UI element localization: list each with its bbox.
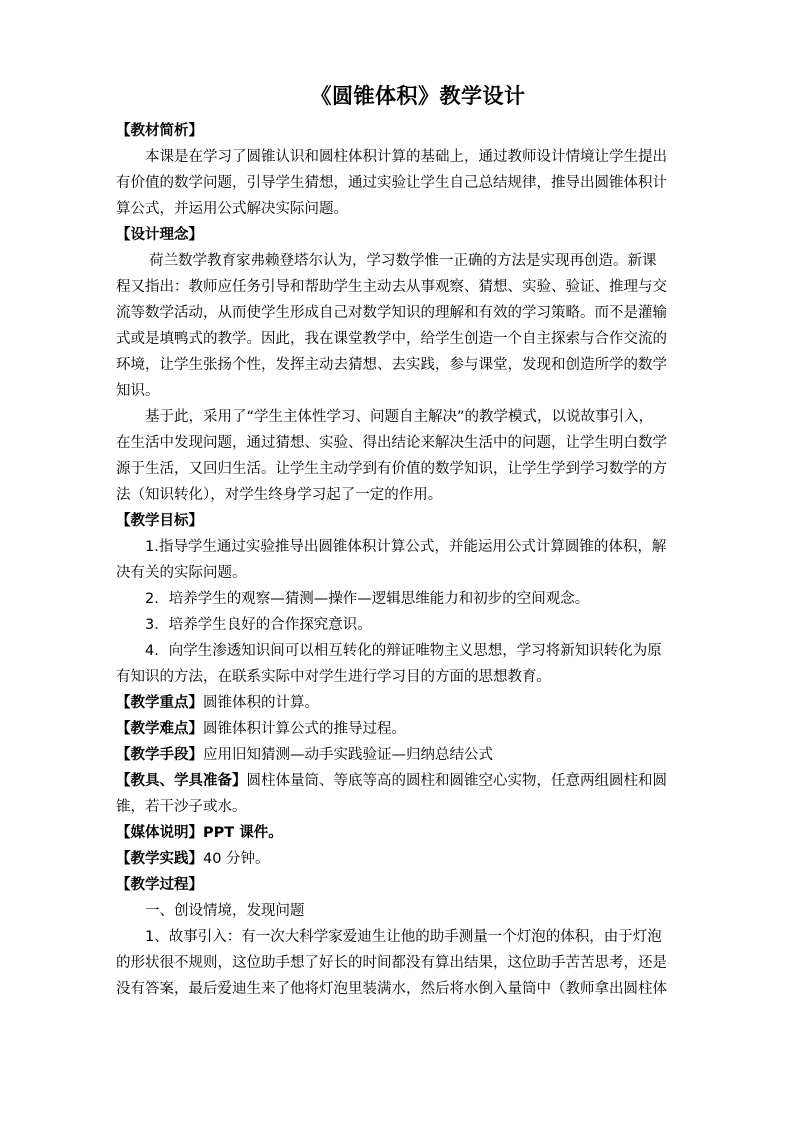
document-page	[116, 76, 720, 1002]
paragraph-line: 本课是在学习了圆锥认识和圆柱体积计算的基础上，通过教师设计情境让学生提出	[145, 149, 667, 165]
practice-text: 40 分钟。	[203, 851, 270, 867]
paragraph-line: 基于此，采用了“学生主体性学习、问题自主解决”的教学模式，以说故事引入，	[145, 409, 654, 425]
paragraph-line: 2．培养学生的观察—猜测—操作—逻辑思维能力和初步的空间观念。	[145, 591, 590, 607]
paragraph-line: 在生活中发现问题，通过猜想、实验、得出结论来解决生活中的问题，让学生明白数学	[116, 435, 667, 451]
difficulty-text: 圆锥体积计算公式的推导过程。	[203, 721, 406, 737]
paragraph-line: 没有答案，最后爱迪生来了他将灯泡里装满水，然后将水倒入量筒中（教师拿出圆柱体	[116, 981, 667, 997]
practice-row	[116, 846, 720, 872]
paragraph-line: 算公式，并运用公式解决实际问题。	[116, 201, 348, 217]
paragraph-line: 知识。	[116, 383, 160, 399]
section-heading-difficulty: 【教学难点】	[116, 721, 203, 737]
means-row	[116, 742, 720, 768]
section-heading-tools: 【教具、学具准备】	[116, 773, 247, 789]
section-heading-process: 【教学过程】	[116, 877, 203, 893]
section-heading-practice: 【教学实践】	[116, 851, 203, 867]
paragraph-line: 的形状很不规则，这位助手想了好长的时间都没有算出结果，这位助手苦苦思考，还是	[116, 955, 667, 971]
paragraph-line: 1、故事引入：有一次大科学家爱迪生让他的助手测量一个灯泡的体积，由于灯泡	[145, 929, 662, 945]
paragraph-line: 有价值的数学问题，引导学生猜想，通过实验让学生自己总结规律，推导出圆锥体积计	[116, 175, 667, 191]
paragraph-line: 程又指出：教师应任务引导和帮助学生主动去从事观察、猜想、实验、验证、推理与交	[116, 279, 667, 295]
section-heading-concept: 【设计理念】	[116, 227, 203, 243]
tools-row	[116, 768, 720, 794]
paragraph-line: 锥，若干沙子或水。	[116, 799, 247, 815]
section-heading-key-point: 【教学重点】	[116, 695, 203, 711]
paragraph-line: 1.指导学生通过实验推导出圆锥体积计算公式，并能运用公式计算圆锥的体积，解	[145, 539, 667, 555]
paragraph-line: 流等数学活动，从而使学生形成自己对数学知识的理解和有效的学习策略。而不是灌输	[116, 305, 667, 321]
section-heading-media: 【媒体说明】	[116, 825, 203, 841]
media-text: PPT 课件。	[203, 825, 283, 841]
paragraph-line: 4．向学生渗透知识间可以相互转化的辩证唯物主义思想，学习将新知识转化为原	[145, 643, 662, 659]
paragraph-line: 荷兰数学教育家弗赖登塔尔认为，学习数学惟一正确的方法是实现再创造。新课	[149, 253, 657, 269]
media-row	[116, 820, 720, 846]
key-point-row	[116, 690, 720, 716]
difficulty-row	[116, 716, 720, 742]
section-heading-analysis: 【教材简析】	[116, 123, 203, 139]
paragraph-line: 源于生活，又回归生活。让学生主动学到有价值的数学知识，让学生学到学习数学的方	[116, 461, 667, 477]
paragraph-line: 式或是填鸭式的教学。因此，我在课堂教学中，给学生创造一个自主探索与合作交流的	[116, 331, 667, 347]
document-title: 《圆锥体积》教学设计	[310, 83, 526, 108]
paragraph-line: 有知识的方法，在联系实际中对学生进行学习目的方面的思想教育。	[116, 669, 551, 685]
paragraph-line: 决有关的实际问题。	[116, 565, 247, 581]
section-heading-goals: 【教学目标】	[116, 513, 203, 529]
tools-text: 圆柱体量筒、等底等高的圆柱和圆锥空心实物，任意两组圆柱和圆	[246, 773, 667, 789]
section-heading-means: 【教学手段】	[116, 747, 203, 763]
paragraph-line: 环境，让学生张扬个性，发挥主动去猜想、去实践，参与课堂，发现和创造所学的数学	[116, 357, 667, 373]
means-text: 应用旧知猜测—动手实践验证—归纳总结公式	[203, 747, 493, 763]
paragraph-line: 法（知识转化），对学生终身学习起了一定的作用。	[116, 487, 443, 503]
subheading-line: 一、创设情境，发现问题	[145, 903, 305, 919]
paragraph-line: 3．培养学生良好的合作探究意识。	[145, 617, 372, 633]
key-point-text: 圆锥体积的计算。	[203, 695, 319, 711]
